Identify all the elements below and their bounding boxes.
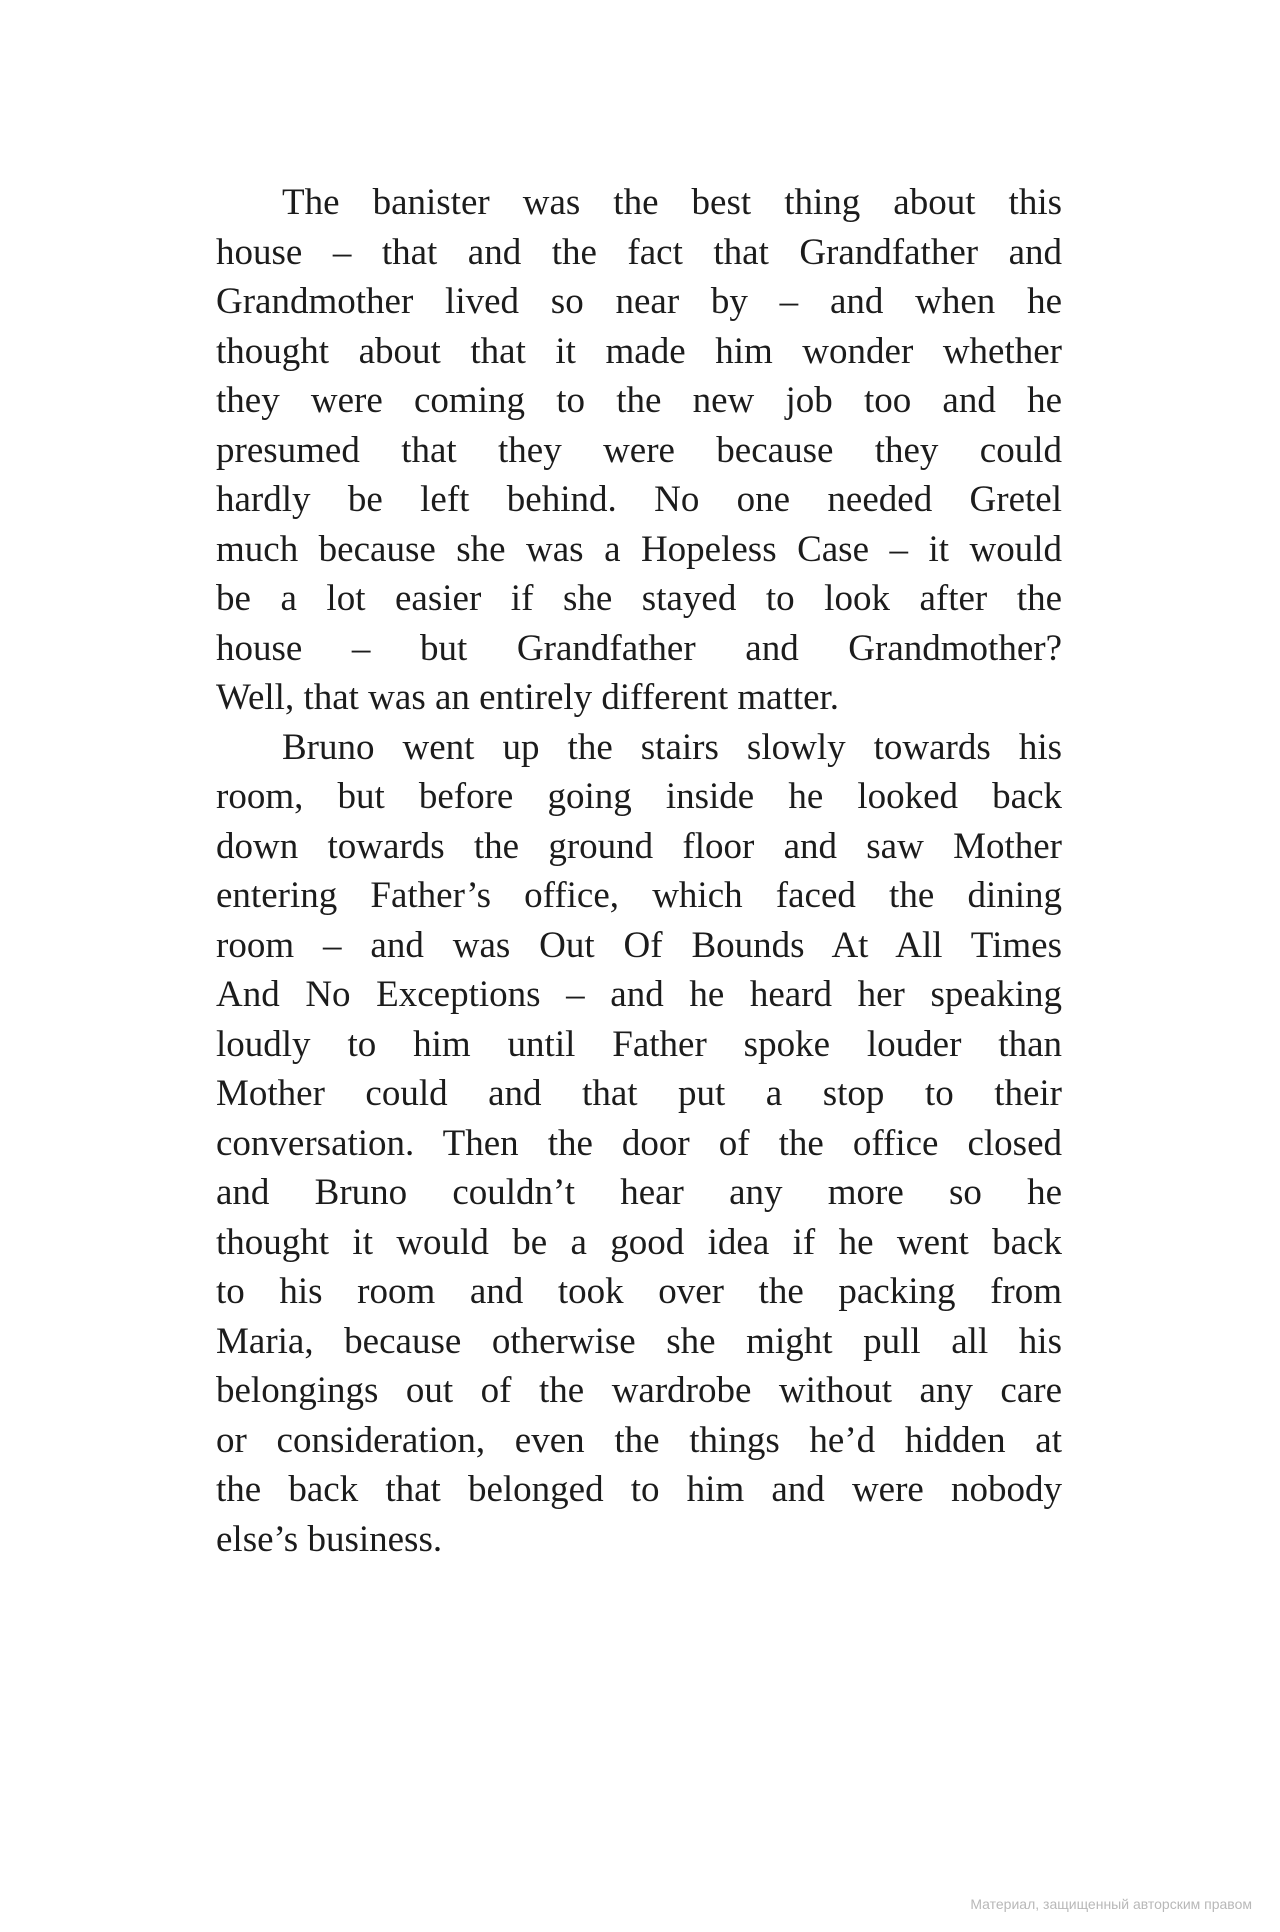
text-line: Grandmother lived so near by – and when he <box>216 281 1062 322</box>
text-line: conversation. Then the door of the office closed <box>216 1122 1062 1164</box>
text-line: Maria, because otherwise she might pull all his <box>216 1320 1062 1362</box>
body-text <box>216 178 1062 1564</box>
text-line: The banister was the best thing about this <box>282 182 1062 223</box>
paragraph-2 <box>216 723 1062 1565</box>
text-line: Well, that was an entirely different matter. <box>216 677 840 718</box>
text-line: hardly be left behind. No one needed Gretel <box>216 479 1062 520</box>
text-line: the back that belonged to him and were nobody <box>216 1469 1062 1510</box>
text-line: entering Father’s office, which faced the dining <box>216 875 1062 916</box>
text-line: presumed that they were because they could <box>216 429 1062 471</box>
text-line: be a lot easier if she stayed to look after the <box>216 578 1062 619</box>
text-line: house – but Grandfather and Grandmother? <box>216 627 1062 669</box>
paragraph-1 <box>216 178 1062 723</box>
text-line: or consideration, even the things he’d hidden at <box>216 1419 1062 1461</box>
text-line: thought it would be a good idea if he went back <box>216 1221 1062 1263</box>
text-line: Bruno went up the stairs slowly towards his <box>282 726 1062 768</box>
text-line: to his room and took over the packing from <box>216 1271 1062 1312</box>
text-line: Mother could and that put a stop to their <box>216 1073 1062 1114</box>
text-line: thought about that it made him wonder whether <box>216 330 1062 372</box>
text-line: and Bruno couldn’t hear any more so he <box>216 1172 1062 1213</box>
text-line: house – that and the fact that Grandfather and <box>216 231 1062 273</box>
text-line: room, but before going inside he looked back <box>216 776 1062 817</box>
text-line: down towards the ground floor and saw Mother <box>216 825 1062 867</box>
text-line: they were coming to the new job too and he <box>216 380 1062 421</box>
text-line: belongings out of the wardrobe without any care <box>216 1370 1062 1411</box>
text-line: And No Exceptions – and he heard her speaking <box>216 974 1062 1015</box>
text-line: room – and was Out Of Bounds At All Times <box>216 924 1062 966</box>
text-line: loudly to him until Father spoke louder than <box>216 1023 1062 1065</box>
text-line: much because she was a Hopeless Case – it would <box>216 528 1062 570</box>
text-line: else’s business. <box>216 1518 443 1560</box>
copyright-watermark: Материал, защищенный авторским правом <box>970 1896 1252 1912</box>
